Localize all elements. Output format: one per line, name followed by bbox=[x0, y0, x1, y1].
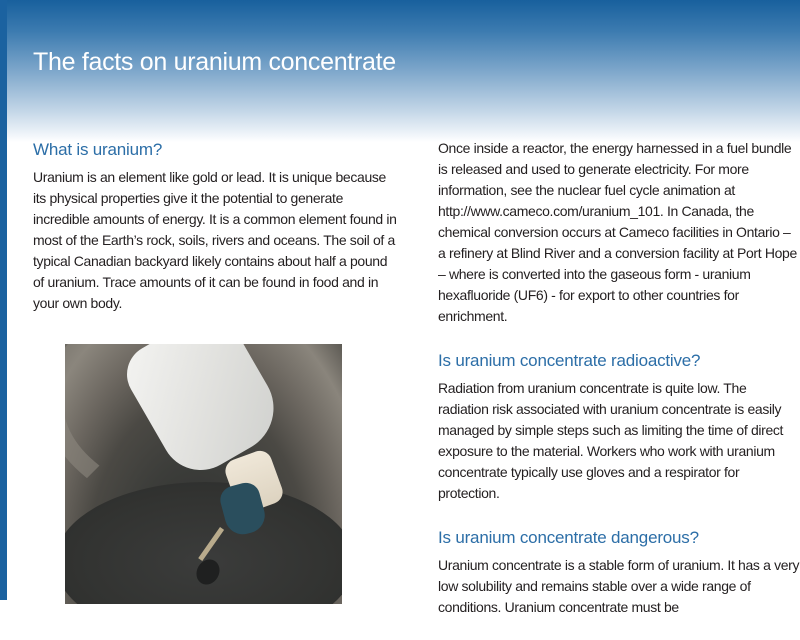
left-column bbox=[33, 138, 398, 314]
concentrate-powder bbox=[65, 482, 342, 604]
section-heading-dangerous: Is uranium concentrate dangerous? bbox=[438, 528, 699, 547]
page-title: The facts on uranium concentrate bbox=[33, 47, 396, 76]
section-body-reactor-intro: Once inside a reactor, the energy harnessed in a fuel bundle is released and used to generate electricity. For more information, see the nuclear fuel cycle animation at http://www.cameco.com/uranium_101. In Canada, the chemical conversion occurs at Cameco facilities in Ontario – a refinery at Blind River and a conversion facility at Port Hope – where is converted into the gaseous form - uranium hexafluoride (UF6) - for export to other countries for enrichment. bbox=[438, 140, 797, 324]
section-body-dangerous: Uranium concentrate is a stable form of uranium. It has a very low solubility and remains stable over a wide range of conditions. Uranium concentrate must be bbox=[438, 557, 800, 615]
section-body-radioactive: Radiation from uranium concentrate is quite low. The radiation risk associated with uranium concentrate is easily managed by simple steps such as limiting the time of direct exposure to the material. Workers who work with uranium concentrate typically use gloves and a respirator for protection. bbox=[438, 380, 784, 501]
worker-photo bbox=[65, 344, 342, 604]
left-accent-stripe bbox=[0, 0, 7, 600]
section-heading-radioactive: Is uranium concentrate radioactive? bbox=[438, 351, 701, 370]
right-column bbox=[438, 138, 800, 640]
section-radioactive bbox=[438, 349, 800, 504]
section-heading-what-is-uranium: What is uranium? bbox=[33, 140, 163, 159]
section-body-what-is-uranium: Uranium is an element like gold or lead. It is unique because its physical properties give it the potential to generate incredible amounts of energy. It is a common element found in most of the Earth’s rock, soils, rivers and oceans. The soil of a typical Canadian backyard likely contains about half a pound of uranium. Trace amounts of it can be found in food and in your own body. bbox=[33, 169, 397, 311]
section-intro bbox=[438, 138, 800, 327]
section-dangerous bbox=[438, 526, 800, 618]
